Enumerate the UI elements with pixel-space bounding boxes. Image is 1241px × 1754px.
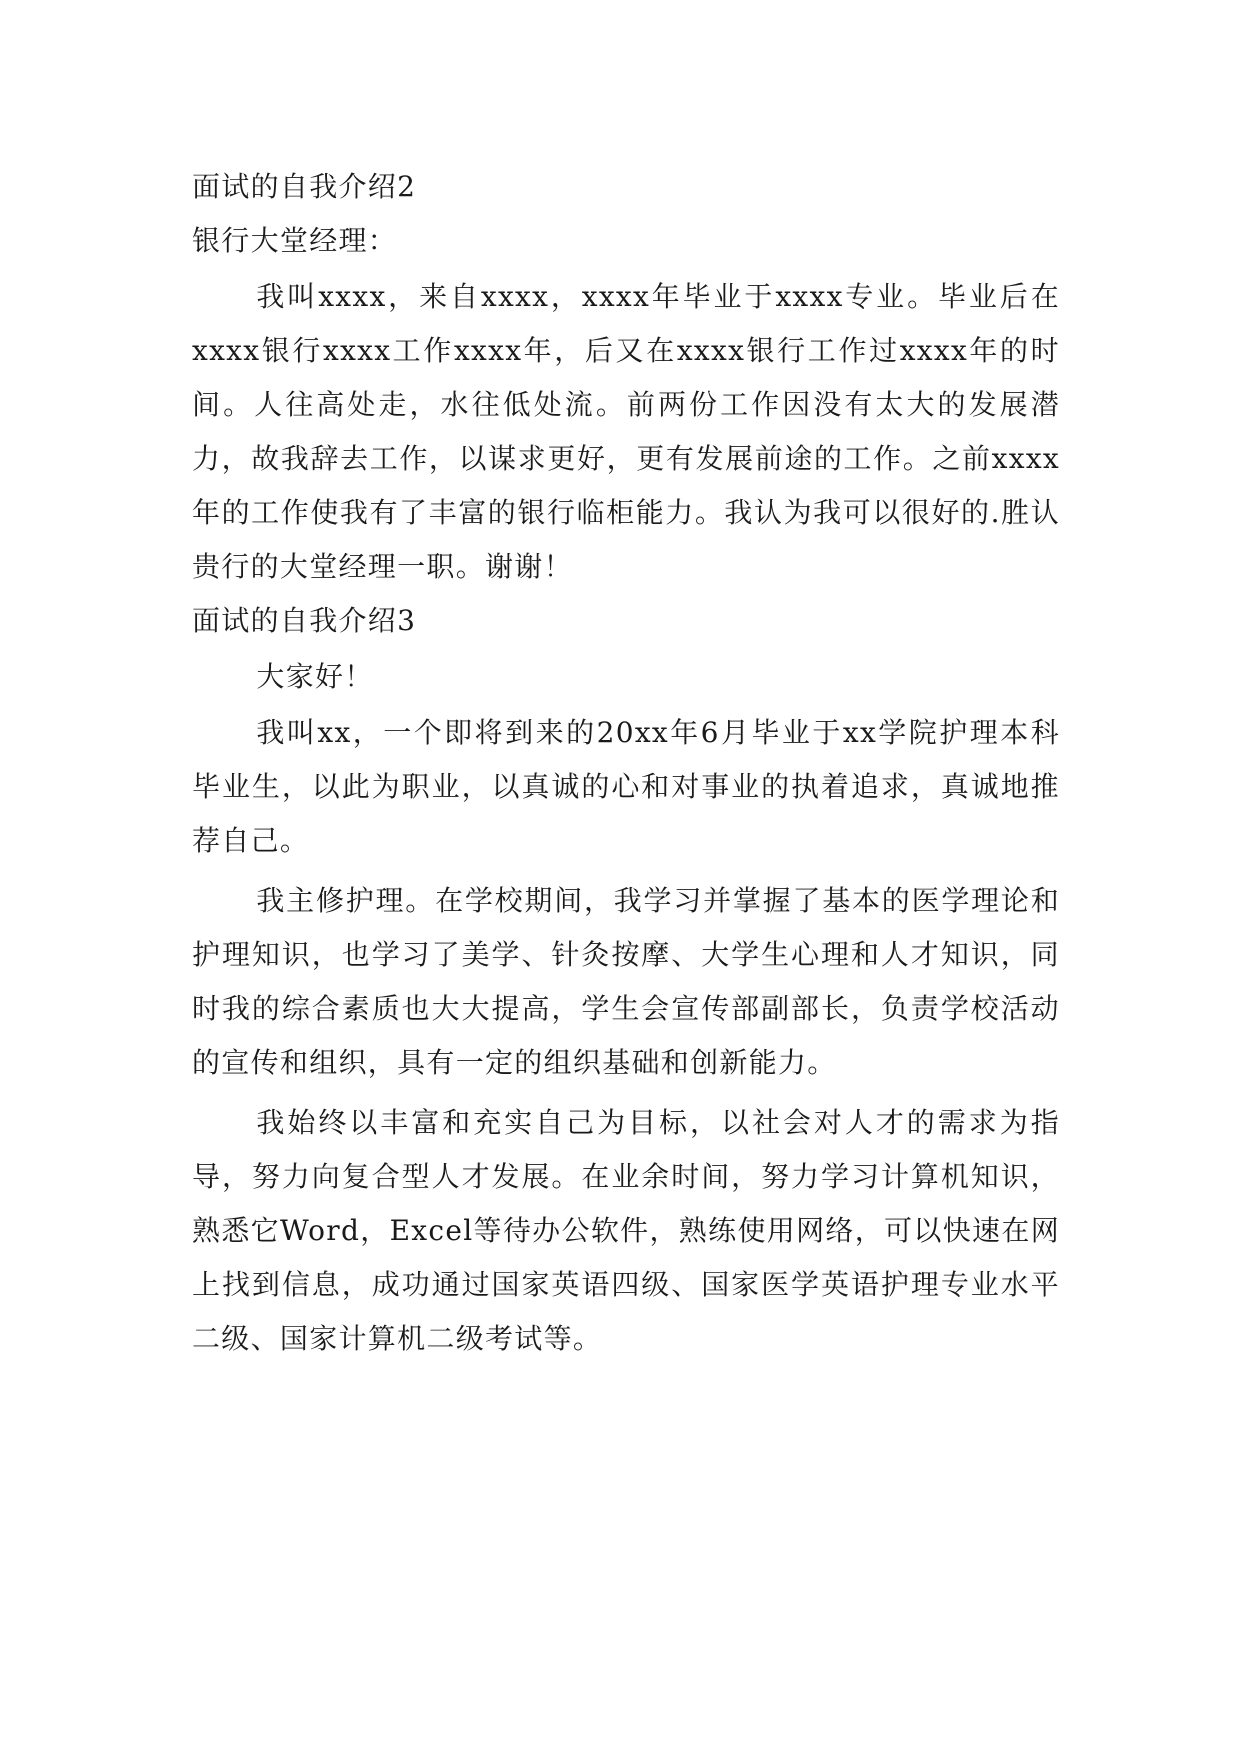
section-3-greeting: 大家好！ (256, 660, 374, 693)
section-2-paragraph: 我叫xxxx，来自xxxx，xxxx年毕业于xxxx专业。毕业后在xxxx银行xxxx工作xxxx年，后又在xxxx银行工作过xxxx年的时间。人往高处走，水往低处流。前两份工作因没有太大的发展潜力，故我辞去工作，以谋求更好，更有发展前途的工作。之前xxxx年的工作使我有了丰富的银行临柜能力。我认为我可以很好的.胜认贵行的大堂经理一职。谢谢！ (192, 280, 1060, 583)
section-2-title: 面试的自我介绍2 (192, 170, 417, 203)
section-3-title: 面试的自我介绍3 (192, 604, 417, 637)
section-3-paragraph-1: 我叫xx，一个即将到来的20xx年6月毕业于xx学院护理本科毕业生，以此为职业，以真诚的心和对事业的执着追求，真诚地推荐自己。 (192, 716, 1060, 857)
section-2-subtitle: 银行大堂经理： (192, 224, 398, 257)
section-3-paragraph-2: 我主修护理。在学校期间，我学习并掌握了基本的医学理论和护理知识，也学习了美学、针灸按摩、大学生心理和人才知识，同时我的综合素质也大大提高，学生会宣传部副部长，负责学校活动的宣传和组织，具有一定的组织基础和创新能力。 (192, 884, 1060, 1079)
section-3-paragraph-3: 我始终以丰富和充实自己为目标，以社会对人才的需求为指导，努力向复合型人才发展。在业余时间，努力学习计算机知识，熟悉它Word，Excel等待办公软件，熟练使用网络，可以快速在网上找到信息，成功通过国家英语四级、国家医学英语护理专业水平二级、国家计算机二级考试等。 (192, 1106, 1060, 1355)
document-page (192, 160, 1060, 1366)
